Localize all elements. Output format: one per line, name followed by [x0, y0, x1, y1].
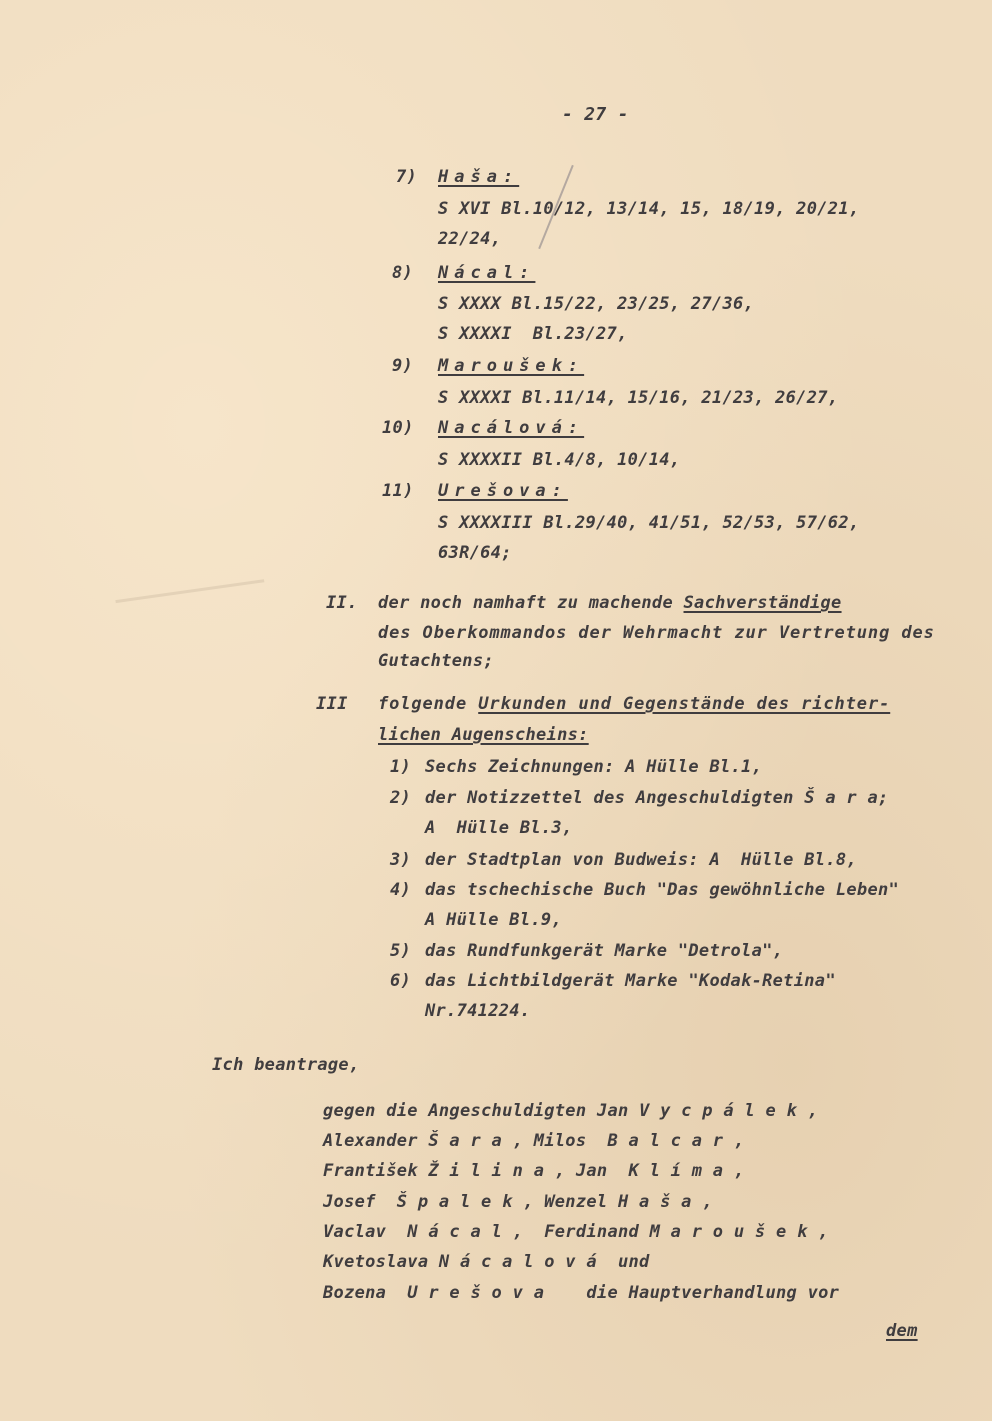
- witness-reference: S XXXX Bl.15/22, 23/25, 27/36,: [438, 294, 755, 314]
- witness-number: 9): [392, 356, 414, 376]
- section-text: des Oberkommandos der Wehrmacht zur Vertretung des: [378, 623, 935, 643]
- witness-reference: 63R/64;: [438, 543, 512, 563]
- evidence-item: Sechs Zeichnungen: A Hülle Bl.1,: [425, 757, 763, 777]
- witness-reference: 22/24,: [438, 229, 502, 249]
- evidence-item: der Stadtplan von Budweis: A Hülle Bl.8,: [425, 850, 857, 870]
- section-numeral: II.: [326, 593, 358, 613]
- witness-name: Nácal:: [438, 263, 536, 283]
- evidence-heading: lichen Augenscheins:: [378, 725, 589, 745]
- section-text: [378, 693, 890, 715]
- motion-line: Alexander Š a r a , Milos B a l c a r ,: [323, 1131, 745, 1151]
- evidence-item: das tschechische Buch "Das gewöhnliche Leben": [425, 880, 900, 900]
- motion-line: Kvetoslava N á c a l o v á und: [323, 1252, 650, 1272]
- section-text-part: folgende: [378, 694, 479, 714]
- evidence-number: 3): [390, 850, 412, 870]
- motion-intro: Ich beantrage,: [212, 1055, 360, 1075]
- evidence-number: 1): [390, 757, 412, 777]
- page-number: - 27 -: [562, 104, 629, 125]
- witness-name: Haša:: [438, 167, 520, 187]
- evidence-item: der Notizzettel des Angeschuldigten Š a r a;: [425, 788, 889, 808]
- evidence-item: das Rundfunkgerät Marke "Detrola",: [425, 941, 784, 961]
- expert-label: Sachverständige: [683, 593, 842, 613]
- witness-number: 7): [396, 167, 418, 187]
- evidence-item: das Lichtbildgerät Marke "Kodak-Retina": [425, 971, 836, 991]
- witness-number: 10): [382, 418, 414, 438]
- witness-reference: S XVI Bl.10/12, 13/14, 15, 18/19, 20/21,: [438, 199, 860, 219]
- evidence-number: 4): [390, 880, 412, 900]
- evidence-item-continuation: A Hülle Bl.9,: [425, 910, 562, 930]
- motion-line: Josef Š p a l e k , Wenzel H a š a ,: [323, 1192, 713, 1212]
- section-numeral: III: [316, 694, 348, 714]
- motion-line: gegen die Angeschuldigten Jan V y c p á l e k ,: [323, 1101, 819, 1121]
- bleed-through-stamp: [106, 510, 265, 603]
- witness-reference: S XXXXI Bl.11/14, 15/16, 21/23, 26/27,: [438, 388, 839, 408]
- evidence-heading: Urkunden und Gegenstände des richter-: [478, 694, 891, 714]
- witness-reference: S XXXXII Bl.4/8, 10/14,: [438, 450, 681, 470]
- witness-name: Maroušek:: [438, 356, 585, 376]
- section-text-part: der noch namhaft zu machende: [378, 593, 684, 613]
- witness-number: 11): [382, 481, 414, 501]
- section-text: [378, 592, 842, 614]
- witness-reference: S XXXXIII Bl.29/40, 41/51, 52/53, 57/62,: [438, 513, 860, 533]
- evidence-number: 6): [390, 971, 412, 991]
- evidence-item-continuation: Nr.741224.: [425, 1001, 531, 1021]
- witness-name: Urešova:: [438, 481, 568, 501]
- final-word: dem: [886, 1321, 918, 1341]
- evidence-number: 5): [390, 941, 412, 961]
- motion-line: Vaclav N á c a l , Ferdinand M a r o u š e k ,: [323, 1222, 829, 1242]
- motion-line: Bozena U r e š o v a die Hauptverhandlung vor: [323, 1283, 840, 1303]
- motion-line: František Ž i l i n a , Jan K l í m a ,: [323, 1161, 745, 1181]
- witness-name: Nacálová:: [438, 418, 585, 438]
- section-text: Gutachtens;: [378, 651, 494, 671]
- witness-number: 8): [392, 263, 414, 283]
- evidence-item-continuation: A Hülle Bl.3,: [425, 818, 573, 838]
- evidence-number: 2): [390, 788, 412, 808]
- witness-reference: S XXXXI Bl.23/27,: [438, 324, 628, 344]
